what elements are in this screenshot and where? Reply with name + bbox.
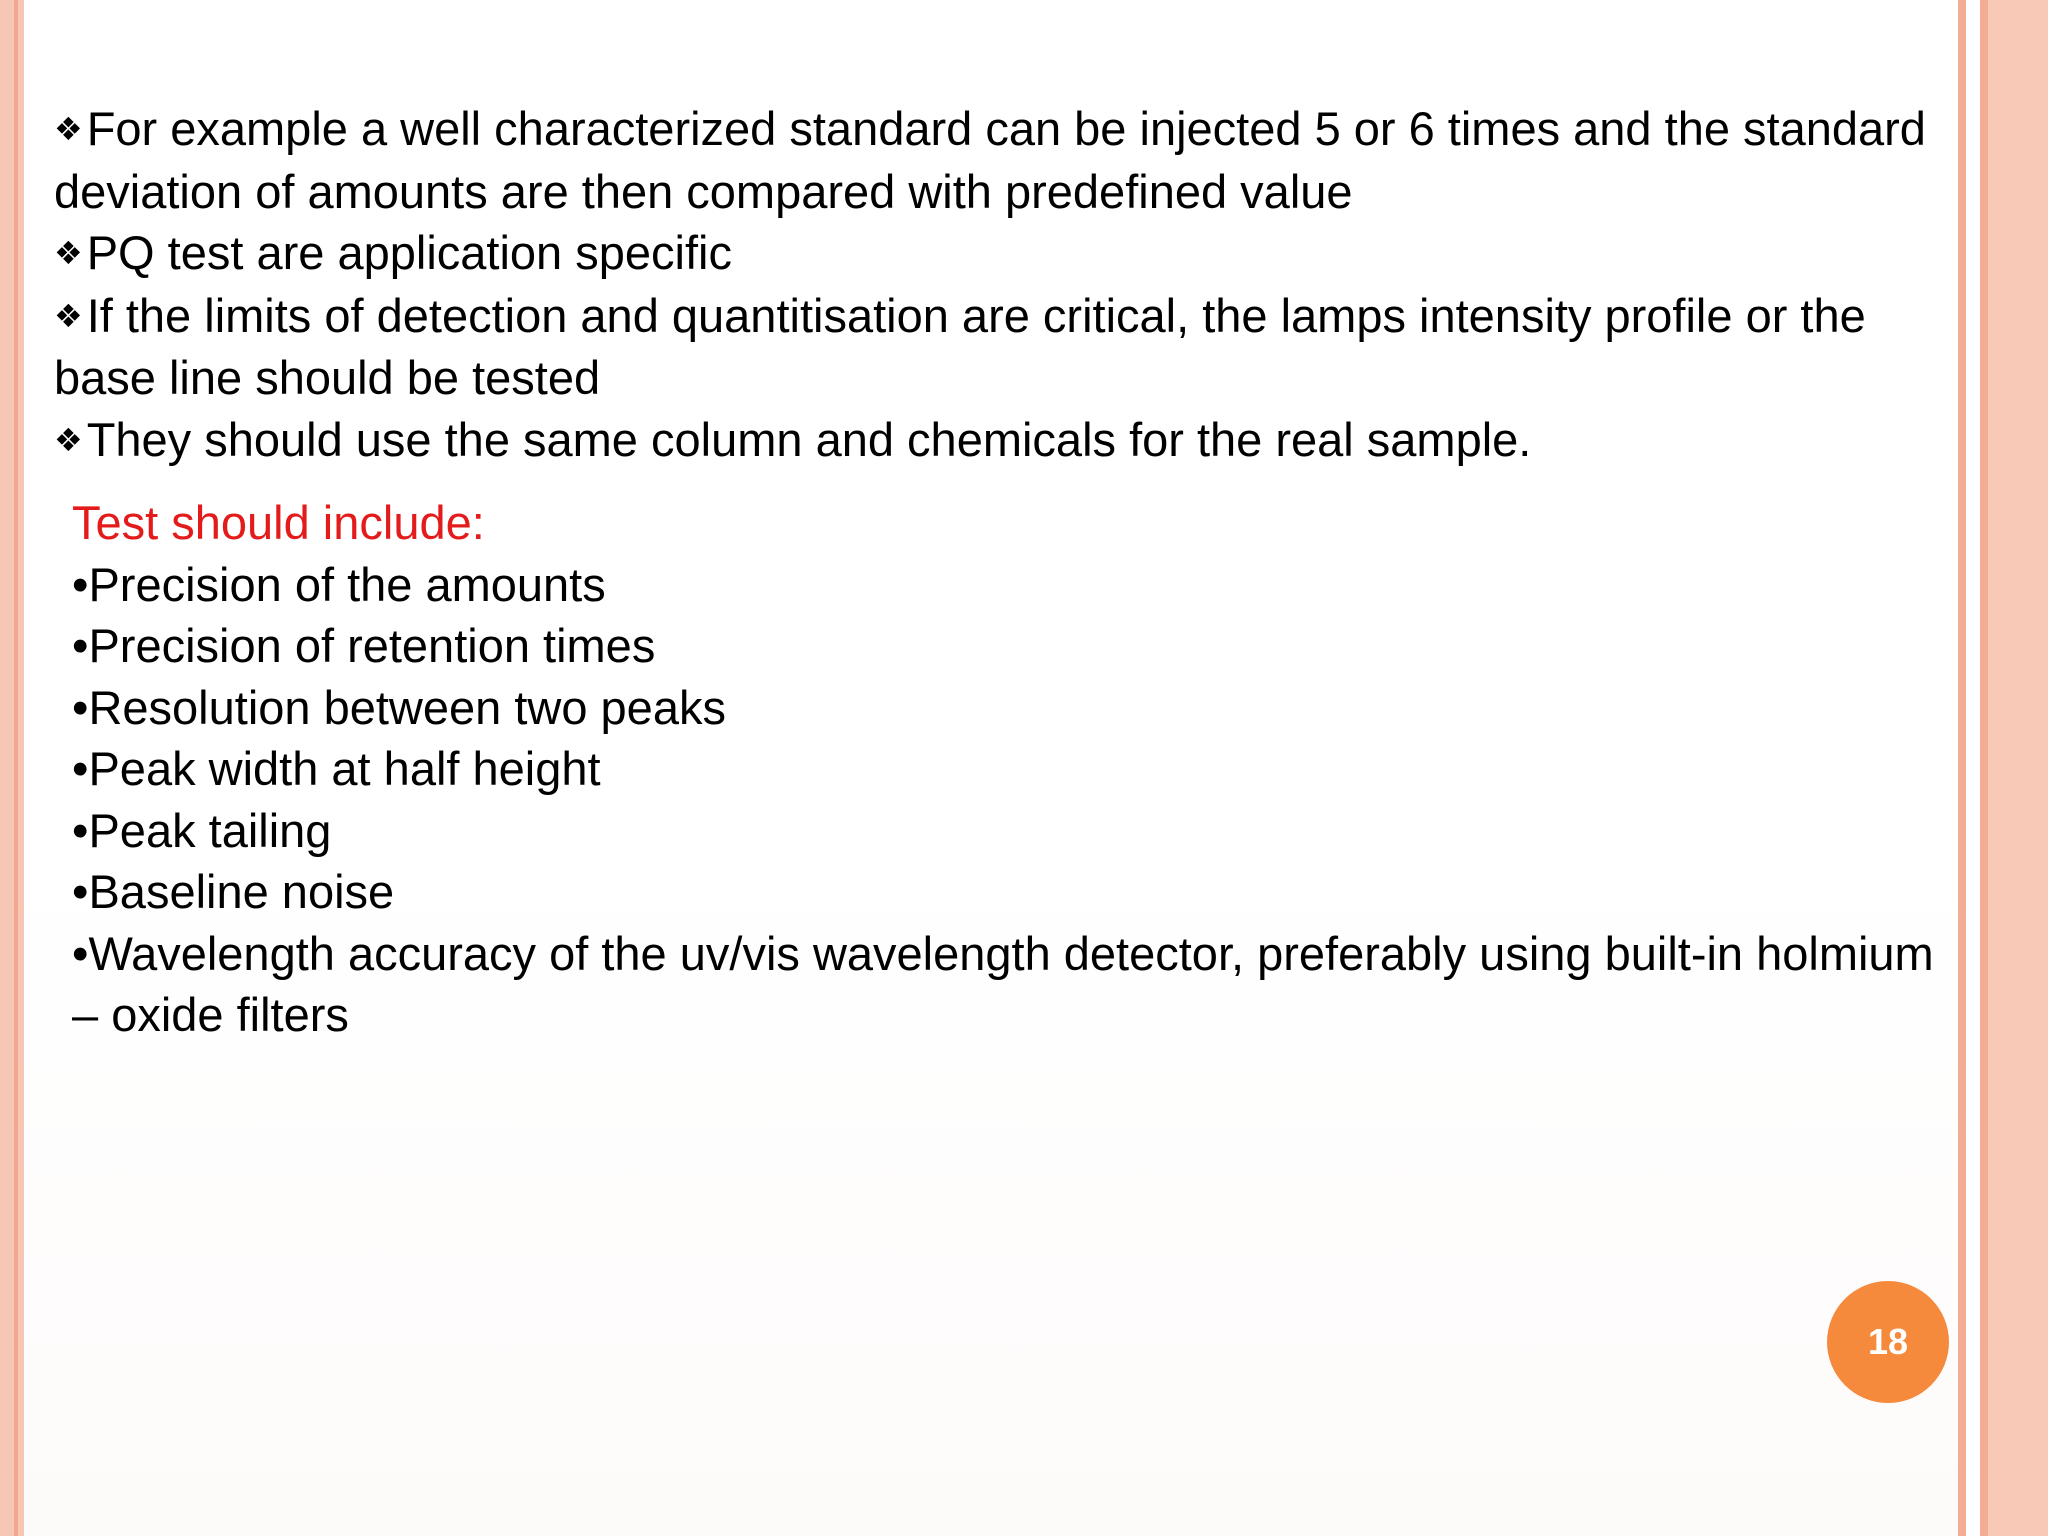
- right-border-gap: [1966, 0, 1980, 1536]
- list-item: •Peak width at half height: [72, 742, 601, 795]
- paragraph-1: [54, 98, 1954, 222]
- diamond-bullet-icon: ❖: [54, 110, 83, 148]
- left-border-decoration: [0, 0, 24, 1536]
- paragraph-3: [54, 285, 1954, 409]
- list-item: •Precision of retention times: [72, 619, 656, 672]
- paragraph-text: If the limits of detection and quantitisation are critical, the lamps intensity profile or the base line should be tested: [54, 288, 1866, 404]
- paragraph-text: For example a well characterized standard can be injected 5 or 6 times and the standard deviation of amounts are then compared with predefined value: [54, 102, 1926, 218]
- paragraph-text: They should use the same column and chemicals for the real sample.: [86, 412, 1532, 466]
- list-item: •Resolution between two peaks: [72, 680, 726, 734]
- page-number-badge: 18: [1827, 1281, 1949, 1403]
- list-item: •Peak tailing: [72, 803, 332, 857]
- test-list-section: [72, 492, 1952, 1046]
- diamond-bullet-icon: ❖: [54, 296, 83, 335]
- list-item: •Precision of the amounts: [72, 557, 606, 611]
- left-border-line: [14, 0, 18, 1536]
- diamond-bullet-icon: ❖: [54, 234, 83, 272]
- right-border-band: [1988, 0, 2048, 1536]
- list-item: •Baseline noise: [72, 865, 395, 918]
- section-title: Test should include:: [72, 496, 485, 549]
- right-border-line-b: [1980, 0, 1988, 1536]
- paragraph-2: [54, 222, 1954, 285]
- paragraph-4: [54, 409, 1954, 472]
- intro-paragraphs: [54, 98, 1954, 471]
- paragraph-text: PQ test are application specific: [86, 226, 732, 279]
- right-border-line-a: [1958, 0, 1966, 1536]
- diamond-bullet-icon: ❖: [54, 420, 83, 459]
- list-item: •Wavelength accuracy of the uv/vis wavelength detector, preferably using built-in holmium – oxide filters: [72, 926, 1934, 1041]
